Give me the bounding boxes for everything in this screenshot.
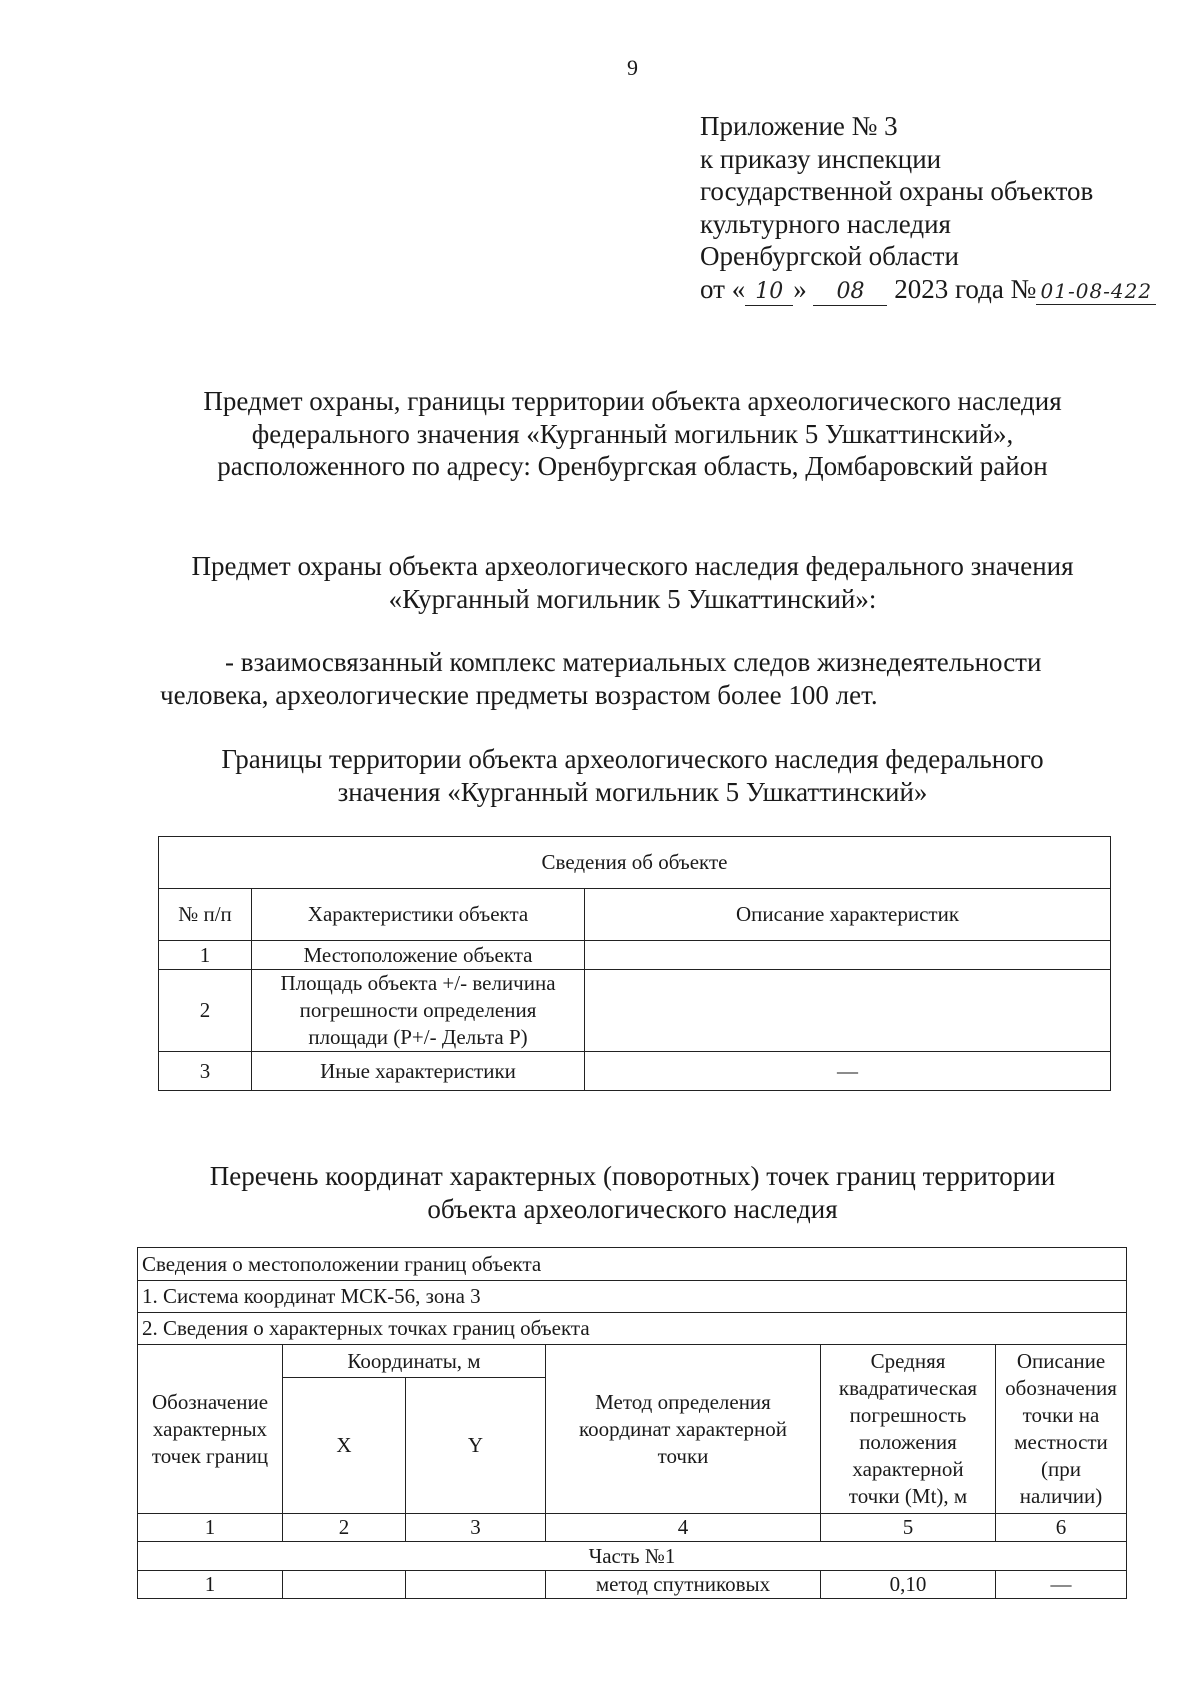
table-cell: Местоположение объекта bbox=[252, 941, 585, 970]
heading-line: Границы территории объекта археологического наследия федерального bbox=[221, 744, 1044, 774]
heading-line: Перечень координат характерных (поворотных) точек границ территории bbox=[209, 1161, 1056, 1191]
cell-line: погрешности определения bbox=[299, 998, 537, 1022]
column-number-row bbox=[138, 1514, 1127, 1542]
table-cell bbox=[406, 1571, 546, 1599]
column-number: 2 bbox=[283, 1514, 406, 1542]
title-line: Предмет охраны, границы территории объекта археологического наследия bbox=[203, 386, 1062, 416]
appendix-line: культурного наследия bbox=[700, 208, 951, 239]
date-quote: » bbox=[793, 273, 807, 304]
header-line: обозначения bbox=[1005, 1376, 1117, 1400]
header-line: точек границ bbox=[151, 1443, 269, 1468]
table-section-label: 1. Система координат МСК-56, зона 3 bbox=[138, 1281, 1127, 1313]
handwritten-order-number: 01-08-422 bbox=[1036, 278, 1156, 305]
table-cell bbox=[585, 970, 1111, 1052]
table-cell: 2 bbox=[159, 970, 252, 1052]
appendix-header bbox=[700, 110, 1156, 306]
header-line: Средняя bbox=[870, 1349, 946, 1373]
header-line: погрешность bbox=[849, 1403, 967, 1427]
table-row bbox=[159, 941, 1111, 970]
column-header: Y bbox=[406, 1378, 546, 1514]
column-number: 3 bbox=[406, 1514, 546, 1542]
header-line: характерной bbox=[852, 1457, 964, 1481]
table-cell bbox=[252, 970, 585, 1052]
table-cell bbox=[585, 941, 1111, 970]
header-line: точки на bbox=[1022, 1403, 1100, 1427]
table-cell: — bbox=[585, 1052, 1111, 1091]
table-cell bbox=[283, 1571, 406, 1599]
paragraph-line: - взаимосвязанный комплекс материальных следов жизнедеятельности bbox=[225, 647, 1042, 677]
header-line: местности bbox=[1014, 1430, 1108, 1454]
table-row bbox=[159, 1052, 1111, 1091]
table-section-label: Сведения о местоположении границ объекта bbox=[138, 1248, 1127, 1281]
heading-line: Предмет охраны объекта археологического наследия федерального значения bbox=[191, 551, 1074, 581]
coordinates-heading bbox=[150, 1160, 1115, 1225]
title-line: расположенного по адресу: Оренбургская область, Домбаровский район bbox=[217, 451, 1048, 481]
handwritten-month: 08 bbox=[813, 279, 887, 306]
title-line: федерального значения «Курганный могильник 5 Ушкаттинский», bbox=[251, 418, 1014, 449]
column-header: № п/п bbox=[159, 889, 252, 941]
header-line: наличии) bbox=[1019, 1484, 1103, 1508]
protection-subject-heading bbox=[150, 550, 1115, 615]
column-number: 1 bbox=[138, 1514, 283, 1542]
header-line: квадратическая bbox=[838, 1376, 978, 1400]
column-header bbox=[821, 1345, 996, 1514]
appendix-line: государственной охраны объектов bbox=[700, 176, 1094, 206]
column-header: Координаты, м bbox=[283, 1345, 546, 1378]
table-cell: 3 bbox=[159, 1052, 252, 1091]
cell-line: площади (P+/- Дельта P) bbox=[308, 1025, 528, 1049]
header-line: Метод определения bbox=[595, 1389, 771, 1414]
column-header bbox=[546, 1345, 821, 1514]
header-line: характерных bbox=[152, 1416, 268, 1441]
table-cell: — bbox=[996, 1571, 1127, 1599]
heading-line: объекта археологического наследия bbox=[427, 1193, 838, 1224]
header-line: точки (Mt), м bbox=[848, 1484, 968, 1508]
header-line: координат характерной bbox=[579, 1416, 787, 1441]
table-cell: 1 bbox=[138, 1571, 283, 1599]
column-number: 6 bbox=[996, 1514, 1127, 1542]
page-number: 9 bbox=[627, 55, 638, 80]
table-cell: метод спутниковых bbox=[546, 1571, 821, 1599]
protection-subject-text bbox=[160, 646, 1105, 712]
column-header: Описание характеристик bbox=[585, 889, 1111, 941]
header-line: Описание bbox=[1016, 1349, 1106, 1373]
object-info-table bbox=[158, 836, 1111, 1091]
appendix-line: Приложение № 3 bbox=[700, 111, 898, 141]
header-line: (при bbox=[1041, 1457, 1081, 1481]
appendix-line: Оренбургской области bbox=[700, 241, 959, 271]
cell-line: Площадь объекта +/- величина bbox=[280, 971, 556, 995]
document-title bbox=[150, 385, 1115, 483]
table-row bbox=[159, 970, 1111, 1052]
header-line: Обозначение bbox=[151, 1389, 269, 1414]
appendix-line: к приказу инспекции bbox=[700, 143, 942, 174]
table-cell: 1 bbox=[159, 941, 252, 970]
date-year: 2023 года № bbox=[894, 273, 1037, 304]
boundary-coordinates-table bbox=[137, 1247, 1127, 1599]
date-prefix: от « bbox=[700, 273, 746, 304]
handwritten-day: 10 bbox=[745, 279, 793, 306]
header-line: положения bbox=[859, 1430, 957, 1454]
heading-line: значения «Курганный могильник 5 Ушкаттинский» bbox=[337, 776, 928, 807]
column-header: X bbox=[283, 1378, 406, 1514]
table-row bbox=[138, 1571, 1127, 1599]
table-cell: 0,10 bbox=[821, 1571, 996, 1599]
table-caption: Сведения об объекте bbox=[159, 837, 1111, 889]
part-label: Часть №1 bbox=[138, 1542, 1127, 1571]
table-cell: Иные характеристики bbox=[252, 1052, 585, 1091]
column-number: 5 bbox=[821, 1514, 996, 1542]
column-header bbox=[138, 1345, 283, 1514]
header-line: точки bbox=[657, 1443, 709, 1468]
column-header: Характеристики объекта bbox=[252, 889, 585, 941]
column-header bbox=[996, 1345, 1127, 1514]
column-number: 4 bbox=[546, 1514, 821, 1542]
appendix-date-line bbox=[700, 273, 1156, 306]
heading-line: «Курганный могильник 5 Ушкаттинский»: bbox=[388, 583, 877, 614]
paragraph-line: человека, археологические предметы возрастом более 100 лет. bbox=[160, 680, 878, 710]
table-section-label: 2. Сведения о характерных точках границ объекта bbox=[138, 1313, 1127, 1345]
territory-bounds-heading bbox=[150, 743, 1115, 808]
